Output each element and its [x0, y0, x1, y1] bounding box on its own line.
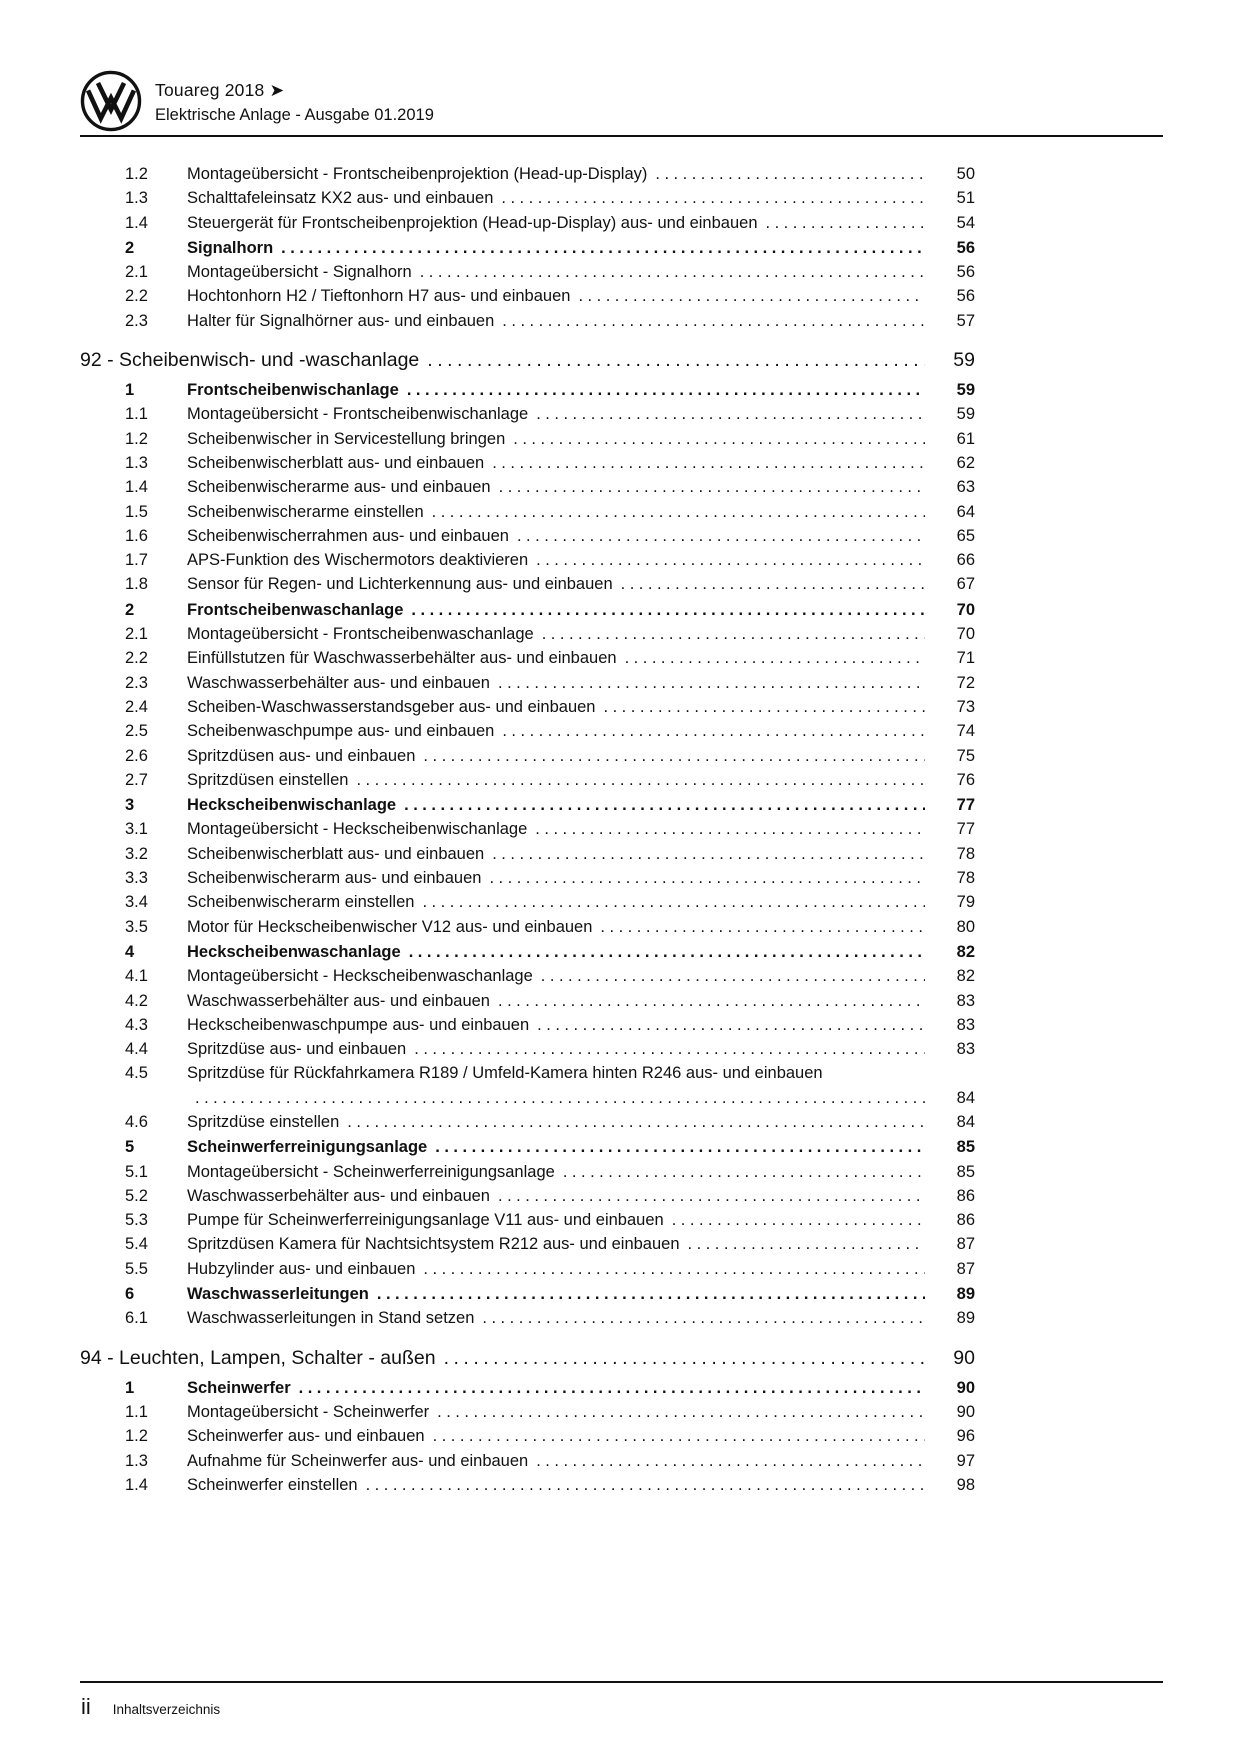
- toc-dot-leader: [423, 744, 925, 768]
- toc-row: [80, 671, 975, 695]
- toc-page-number: 56: [956, 238, 975, 257]
- toc-entry-number: 2.3: [125, 311, 148, 330]
- toc-page-number: 66: [956, 551, 975, 570]
- toc-row: [80, 1037, 975, 1061]
- page-header: [0, 0, 1240, 132]
- toc-entry-label: Montageübersicht - Scheinwerferreinigungsanlage: [187, 1162, 555, 1181]
- toc-dot-leader: [502, 719, 925, 743]
- toc-row: [80, 402, 975, 426]
- toc-entry-label: Scheibenwischerblatt aus- und einbauen: [187, 844, 485, 863]
- toc-row: [80, 524, 975, 548]
- toc-entry-label: Montageübersicht - Signalhorn: [187, 263, 412, 282]
- toc-entry-label: Montageübersicht - Frontscheibenwischanlage: [187, 405, 529, 424]
- toc-entry-label: Scheibenwischerarme einstellen: [187, 502, 424, 521]
- toc-entry-number: 2.1: [125, 625, 148, 644]
- toc-entry-label: Frontscheibenwaschanlage: [187, 600, 404, 619]
- toc-entry-label: Montageübersicht - Frontscheibenprojektion (Head-up-Display): [187, 165, 648, 183]
- toc-entry-label: Scheinwerfer: [187, 1378, 291, 1397]
- toc-entry-label: Heckscheibenwischanlage: [187, 796, 397, 815]
- toc-entry-label: Scheibenwischerrahmen aus- und einbauen: [187, 526, 509, 545]
- toc-entry-number: 1.2: [125, 429, 148, 448]
- toc-entry-number: 5.1: [125, 1162, 148, 1181]
- toc-entry-number: 1.2: [125, 165, 148, 183]
- toc-dot-leader: [420, 260, 925, 284]
- toc-row: [80, 1208, 975, 1232]
- toc-entry-label: Spritzdüse für Rückfahrkamera R189 / Umfeld-Kamera hinten R246 aus- und einbauen: [187, 1064, 823, 1083]
- toc-page-number: 84: [956, 1112, 975, 1131]
- header-model-title: Touareg 2018 ➤: [155, 80, 285, 100]
- toc-dot-leader: [563, 1160, 925, 1184]
- toc-entry-number: 3.5: [125, 917, 148, 936]
- toc-row: [80, 572, 975, 596]
- toc-page-number: 82: [956, 967, 975, 986]
- toc-page-number: 77: [956, 820, 975, 839]
- toc-row: [80, 964, 975, 988]
- toc-entry-number: 2.4: [125, 697, 148, 716]
- toc-dot-leader: [377, 1282, 925, 1306]
- toc-entry-number: 1.6: [125, 526, 148, 545]
- toc-entry-number: 1.7: [125, 551, 148, 570]
- toc-row: [80, 1400, 975, 1424]
- toc-dot-leader: [407, 378, 925, 402]
- toc-page-number: 96: [956, 1427, 975, 1446]
- footer-page-number: ii: [81, 1694, 91, 1719]
- toc-row: [80, 1061, 975, 1085]
- toc-page-number: 59: [956, 381, 975, 400]
- toc-page-number: 72: [956, 673, 975, 692]
- toc-entry-label: Hubzylinder aus- und einbauen: [187, 1259, 416, 1278]
- toc-entry-label: Steuergerät für Frontscheibenprojektion (Head-up-Display) aus- und einbauen: [187, 213, 758, 232]
- toc-page-number: 65: [956, 526, 975, 545]
- toc-dot-leader: [498, 989, 925, 1013]
- toc-dot-leader: [444, 1345, 925, 1371]
- toc-row: [80, 744, 975, 768]
- toc-entry-label: Spritzdüse einstellen: [187, 1112, 340, 1131]
- toc-page-number: 78: [956, 869, 975, 888]
- toc-entry-number: 5: [125, 1138, 135, 1157]
- toc-row: [80, 1086, 975, 1110]
- toc-dot-leader: [535, 817, 925, 841]
- toc-page-number: 79: [956, 893, 975, 912]
- toc-dot-leader: [542, 622, 925, 646]
- toc-row: [80, 1160, 975, 1184]
- toc-dot-leader: [489, 866, 925, 890]
- toc-page-number: 56: [956, 287, 975, 306]
- toc-page-number: 54: [956, 213, 975, 232]
- toc-dot-leader: [537, 1013, 925, 1037]
- toc-dot-leader: [195, 1086, 925, 1110]
- toc-entry-label: Halter für Signalhörner aus- und einbauen: [187, 311, 495, 330]
- footer-label: Inhaltsverzeichnis: [112, 1702, 221, 1717]
- toc-entry-number: 1.4: [125, 213, 148, 232]
- toc-entry-number: 4: [125, 942, 135, 961]
- toc-row: [80, 260, 975, 284]
- toc-row: [80, 1449, 975, 1473]
- toc-dot-leader: [536, 1449, 925, 1473]
- toc-page-number: 57: [956, 311, 975, 330]
- toc-page-number: 89: [956, 1285, 975, 1304]
- toc-page-number: 85: [956, 1138, 975, 1157]
- toc-dot-leader: [498, 671, 925, 695]
- toc-dot-leader: [432, 500, 925, 524]
- toc-entry-number: 1.2: [125, 1427, 148, 1446]
- toc-page-number: 80: [956, 917, 975, 936]
- toc-entry-label: Montageübersicht - Heckscheibenwaschanlage: [187, 967, 533, 986]
- toc-page-number: 76: [956, 770, 975, 789]
- toc-row: [80, 1282, 975, 1306]
- toc-entry-label: Heckscheibenwaschanlage: [187, 942, 401, 961]
- toc-entry-label: Waschwasserleitungen in Stand setzen: [187, 1309, 475, 1328]
- header-subtitle: Elektrische Anlage - Ausgabe 01.2019: [155, 106, 434, 124]
- toc-page-number: 87: [956, 1259, 975, 1278]
- toc-page-number: 82: [956, 942, 975, 961]
- toc-row: [80, 817, 975, 841]
- toc-dot-leader: [435, 1135, 925, 1159]
- toc-dot-leader: [422, 890, 925, 914]
- toc-entry-label: Montageübersicht - Scheinwerfer: [187, 1402, 430, 1421]
- toc-row: [80, 915, 975, 939]
- toc-page-number: 62: [956, 453, 975, 472]
- toc-row: [80, 646, 975, 670]
- toc-dot-leader: [536, 402, 925, 426]
- toc-row: [80, 1376, 975, 1400]
- toc-entry-label: Spritzdüsen aus- und einbauen: [187, 746, 416, 765]
- toc-dot-leader: [366, 1473, 925, 1497]
- toc-dot-leader: [517, 524, 925, 548]
- toc-entry-label: Aufnahme für Scheinwerfer aus- und einbauen: [187, 1451, 529, 1470]
- toc-row: [80, 500, 975, 524]
- toc-row: [80, 1135, 975, 1159]
- toc-dot-leader: [536, 548, 925, 572]
- toc-dot-leader: [414, 1037, 925, 1061]
- toc-entry-number: 5.3: [125, 1211, 148, 1230]
- toc-entry-number: 4.2: [125, 991, 148, 1010]
- toc-entry-number: 3.1: [125, 820, 148, 839]
- toc-row: [80, 1232, 975, 1256]
- toc-page-number: 50: [956, 165, 975, 183]
- toc-row: [80, 236, 975, 260]
- toc-row: [80, 719, 975, 743]
- toc-dot-leader: [281, 236, 925, 260]
- toc-row: [80, 548, 975, 572]
- toc-row: [80, 427, 975, 451]
- toc-row: [80, 890, 975, 914]
- toc-dot-leader: [621, 572, 925, 596]
- toc-page-number: 75: [956, 746, 975, 765]
- toc-entry-number: 3.3: [125, 869, 148, 888]
- toc-page-number: 51: [956, 189, 975, 208]
- toc-page-number: 70: [956, 600, 975, 619]
- toc-dot-leader: [492, 842, 925, 866]
- toc-entry-label: Scheibenwischerarm einstellen: [187, 893, 415, 912]
- toc-row: [80, 451, 975, 475]
- toc-entry-number: 1.4: [125, 478, 148, 497]
- toc-entry-number: 4.3: [125, 1015, 148, 1034]
- toc-entry-label: Spritzdüsen einstellen: [187, 770, 349, 789]
- toc-entry-label: Scheinwerferreinigungsanlage: [187, 1138, 428, 1157]
- toc-row: [80, 162, 975, 186]
- toc-entry-label: Scheinwerfer einstellen: [187, 1475, 358, 1494]
- toc-page-number: 59: [956, 405, 975, 424]
- toc-page-number: 70: [956, 625, 975, 644]
- toc-entry-number: 2.7: [125, 770, 148, 789]
- toc-dot-leader: [404, 793, 925, 817]
- toc-page-number: 74: [956, 722, 975, 741]
- toc-entry-number: 5.5: [125, 1259, 148, 1278]
- toc-entry-label: Signalhorn: [187, 238, 274, 257]
- toc-entry-number: 3: [125, 796, 135, 815]
- toc-page-number: 59: [953, 349, 975, 372]
- toc-row: [80, 598, 975, 622]
- toc-row: [80, 347, 975, 373]
- toc-dot-leader: [502, 309, 925, 333]
- toc-row: [80, 1424, 975, 1448]
- toc-entry-number: 4.1: [125, 967, 148, 986]
- toc-dot-leader: [492, 451, 925, 475]
- toc-entry-number: 6.1: [125, 1309, 148, 1328]
- toc-dot-leader: [672, 1208, 925, 1232]
- toc-row: [80, 695, 975, 719]
- toc-entry-number: 2: [125, 238, 135, 257]
- toc-dot-leader: [411, 598, 925, 622]
- page-footer: [81, 1694, 220, 1720]
- toc-entry-label: Waschwasserbehälter aus- und einbauen: [187, 1186, 490, 1205]
- toc-page-number: 63: [956, 478, 975, 497]
- toc-entry-number: 1.3: [125, 189, 148, 208]
- toc-dot-leader: [433, 1424, 925, 1448]
- toc-entry-label: Waschwasserleitungen: [187, 1285, 369, 1304]
- toc-page-number: 90: [956, 1378, 975, 1397]
- toc-entry-label: Waschwasserbehälter aus- und einbauen: [187, 673, 490, 692]
- toc-row: [80, 284, 975, 308]
- toc-page-number: 85: [956, 1162, 975, 1181]
- toc-entry-number: 5.2: [125, 1186, 148, 1205]
- toc-dot-leader: [600, 915, 925, 939]
- toc-entry-number: 2.2: [125, 649, 148, 668]
- toc-row: [80, 940, 975, 964]
- toc-row: [80, 989, 975, 1013]
- toc-dot-leader: [603, 695, 925, 719]
- toc-page-number: 89: [956, 1309, 975, 1328]
- toc-entry-label: Scheibenwischer in Servicestellung bringen: [187, 429, 506, 448]
- toc-entry-number: 1.8: [125, 575, 148, 594]
- toc-entry-number: 2.6: [125, 746, 148, 765]
- toc-entry-label: Waschwasserbehälter aus- und einbauen: [187, 991, 490, 1010]
- toc-entry-number: 1.4: [125, 1475, 148, 1494]
- toc-page-number: 86: [956, 1186, 975, 1205]
- toc-row: [80, 309, 975, 333]
- toc-page-number: 83: [956, 1015, 975, 1034]
- toc-entry-label: Pumpe für Scheinwerferreinigungsanlage V11 aus- und einbauen: [187, 1211, 664, 1230]
- header-text: [155, 70, 434, 127]
- toc-entry-number: 4.4: [125, 1040, 148, 1059]
- toc-dot-leader: [655, 162, 925, 186]
- toc-entry-number: 1.1: [125, 1402, 148, 1421]
- toc-row: [80, 1473, 975, 1497]
- toc-entry-number: 4.6: [125, 1112, 148, 1131]
- toc-entry-number: 1: [125, 381, 135, 400]
- toc-page-number: 71: [956, 649, 975, 668]
- toc-page-number: 67: [956, 575, 975, 594]
- toc-entry-label: Scheibenwaschpumpe aus- und einbauen: [187, 722, 495, 741]
- toc-entry-number: 1.3: [125, 453, 148, 472]
- toc-row: [80, 622, 975, 646]
- toc-dot-leader: [513, 427, 925, 451]
- toc-dot-leader: [299, 1376, 925, 1400]
- toc-entry-number: 2: [125, 600, 135, 619]
- toc-row: [80, 1184, 975, 1208]
- toc-entry-label: Frontscheibenwischanlage: [187, 381, 399, 400]
- toc-page-number: 90: [953, 1346, 975, 1369]
- toc-page-number: 90: [956, 1402, 975, 1421]
- toc-entry-label: Scheibenwischerblatt aus- und einbauen: [187, 453, 485, 472]
- toc-page-number: 87: [956, 1235, 975, 1254]
- toc-entry-label: APS-Funktion des Wischermotors deaktivieren: [187, 551, 529, 570]
- toc-entry-label: Heckscheibenwaschpumpe aus- und einbauen: [187, 1015, 530, 1034]
- toc-entry-number: 2.3: [125, 673, 148, 692]
- toc-dot-leader: [347, 1110, 925, 1134]
- toc-row: [80, 768, 975, 792]
- toc-page-number: 64: [956, 502, 975, 521]
- toc-page-number: 97: [956, 1451, 975, 1470]
- toc-entry-number: 2.5: [125, 722, 148, 741]
- toc-entry-label: Spritzdüse aus- und einbauen: [187, 1040, 407, 1059]
- toc-row: [80, 475, 975, 499]
- toc-entry-number: 2.1: [125, 263, 148, 282]
- toc-page-number: 83: [956, 1040, 975, 1059]
- toc-dot-leader: [541, 964, 925, 988]
- toc-dot-leader: [766, 211, 926, 235]
- toc-entry-label: Scheibenwischerarm aus- und einbauen: [187, 869, 482, 888]
- toc-dot-leader: [409, 940, 925, 964]
- toc-dot-leader: [498, 1184, 925, 1208]
- toc-entry-label: Spritzdüsen Kamera für Nachtsichtsystem R212 aus- und einbauen: [187, 1235, 680, 1254]
- toc-entry-label: Montageübersicht - Heckscheibenwischanlage: [187, 820, 528, 839]
- toc-dot-leader: [356, 768, 925, 792]
- toc-entry-label: Hochtonhorn H2 / Tieftonhorn H7 aus- und einbauen: [187, 287, 571, 306]
- toc-dot-leader: [427, 347, 925, 373]
- toc-entry-label: Sensor für Regen- und Lichterkennung aus- und einbauen: [187, 575, 613, 594]
- toc-dot-leader: [625, 646, 925, 670]
- header-divider: [80, 135, 1163, 137]
- toc-page-number: 83: [956, 991, 975, 1010]
- toc-page-number: 77: [956, 796, 975, 815]
- toc-page-number: 78: [956, 844, 975, 863]
- toc-dot-leader: [688, 1232, 925, 1256]
- toc-dot-leader: [499, 475, 925, 499]
- toc-row: [80, 211, 975, 235]
- toc-page-number: 56: [956, 263, 975, 282]
- toc-entry-number: 3.2: [125, 844, 148, 863]
- toc-entry-label: Schalttafeleinsatz KX2 aus- und einbauen: [187, 189, 494, 208]
- toc-page-number: 86: [956, 1211, 975, 1230]
- toc-entry-label: Motor für Heckscheibenwischer V12 aus- und einbauen: [187, 917, 593, 936]
- toc: [80, 162, 975, 1497]
- toc-row: [80, 1345, 975, 1371]
- toc-dot-leader: [578, 284, 925, 308]
- toc-row: [80, 793, 975, 817]
- toc-entry-label: Montageübersicht - Frontscheibenwaschanlage: [187, 625, 534, 644]
- footer-divider: [80, 1681, 1163, 1683]
- toc-page-number: 61: [956, 429, 975, 448]
- toc-dot-leader: [437, 1400, 925, 1424]
- toc-row: [80, 1257, 975, 1281]
- toc-entry-number: 1.5: [125, 502, 148, 521]
- toc-entry-label: Scheinwerfer aus- und einbauen: [187, 1427, 425, 1446]
- toc-entry-number: 5.4: [125, 1235, 148, 1254]
- toc-row: [80, 186, 975, 210]
- toc-row: [80, 842, 975, 866]
- toc-entry-number: 6: [125, 1285, 135, 1304]
- toc-row: [80, 378, 975, 402]
- toc-row: [80, 866, 975, 890]
- toc-entry-label: 94 - Leuchten, Lampen, Schalter - außen: [80, 1346, 436, 1369]
- toc-entry-number: 3.4: [125, 893, 148, 912]
- vw-logo-icon: [80, 70, 142, 132]
- toc-row: [80, 1013, 975, 1037]
- toc-entry-number: 1.1: [125, 405, 148, 424]
- toc-entry-number: 2.2: [125, 287, 148, 306]
- toc-entry-label: Scheibenwischerarme aus- und einbauen: [187, 478, 491, 497]
- toc-row: [80, 1110, 975, 1134]
- toc-page-number: 84: [956, 1088, 975, 1107]
- toc-page-number: 98: [956, 1475, 975, 1494]
- toc-page-number: 73: [956, 697, 975, 716]
- toc-dot-leader: [501, 186, 925, 210]
- toc-entry-number: 1.3: [125, 1451, 148, 1470]
- toc-dot-leader: [482, 1306, 925, 1330]
- toc-entry-label: Einfüllstutzen für Waschwasserbehälter aus- und einbauen: [187, 649, 617, 668]
- toc-row: [80, 1306, 975, 1330]
- toc-entry-number: 1: [125, 1378, 135, 1397]
- toc-entry-label: Scheiben-Waschwasserstandsgeber aus- und einbauen: [187, 697, 596, 716]
- toc-entry-number: 4.5: [125, 1064, 148, 1083]
- toc-dot-leader: [423, 1257, 925, 1281]
- toc-entry-label: 92 - Scheibenwisch- und -waschanlage: [80, 349, 420, 372]
